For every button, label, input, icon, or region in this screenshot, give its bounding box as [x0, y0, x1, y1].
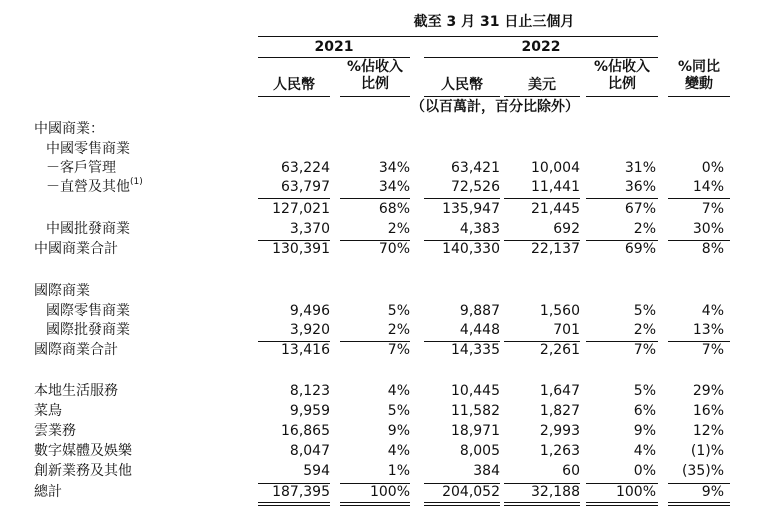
subtotal-rule — [668, 341, 730, 342]
cell-usd-2022: 1,647 — [539, 383, 580, 399]
subtotal-rule — [586, 198, 658, 199]
cell-pct-2021: 9% — [387, 423, 410, 439]
row-label: 菜鳥 — [34, 403, 62, 419]
subtotal-rule — [258, 240, 330, 241]
cell-rmb-2021: 187,395 — [272, 484, 330, 500]
cell-rmb-2022: 14,335 — [451, 342, 500, 358]
subtotal-rule — [504, 240, 580, 241]
cell-usd-2022: 21,445 — [531, 201, 580, 217]
cell-rmb-2022: 135,947 — [442, 201, 500, 217]
cell-pct-2021: 34% — [378, 179, 410, 195]
col-pct-2022-underline — [586, 96, 658, 97]
row-label: 國際零售商業 — [46, 303, 130, 319]
subtotal-rule — [586, 240, 658, 241]
cell-pct-2022: 69% — [624, 241, 656, 257]
subtotal-rule — [424, 483, 500, 484]
cell-usd-2022: 10,004 — [531, 160, 580, 176]
row-label: 國際商業 — [34, 283, 90, 299]
col-pct-2021-header-line2: 比例 — [361, 76, 389, 92]
row-label: 國際批發商業 — [46, 322, 130, 338]
col-pct-2021-underline — [340, 96, 410, 97]
cell-pct-2021: 70% — [378, 241, 410, 257]
cell-pct-2022: 0% — [633, 463, 656, 479]
col-yoy-header-line1: %同比 — [677, 59, 721, 75]
cell-usd-2022: 1,263 — [539, 443, 580, 459]
col-usd-2022-underline — [504, 96, 580, 97]
cell-rmb-2022: 384 — [473, 463, 500, 479]
cell-pct-2022: 100% — [615, 484, 656, 500]
cell-pct-2022: 2% — [633, 322, 656, 338]
subtotal-rule — [424, 198, 500, 199]
subtotal-rule — [504, 483, 580, 484]
row-label: 中國零售商業 — [46, 141, 130, 157]
cell-yoy: 4% — [701, 303, 724, 319]
cell-usd-2022: 60 — [562, 463, 580, 479]
cell-pct-2022: 4% — [633, 443, 656, 459]
cell-yoy: 8% — [701, 241, 724, 257]
cell-pct-2022: 2% — [633, 221, 656, 237]
cell-yoy: 0% — [701, 160, 724, 176]
cell-pct-2021: 34% — [378, 160, 410, 176]
cell-rmb-2022: 72,526 — [451, 179, 500, 195]
cell-pct-2021: 4% — [387, 443, 410, 459]
cell-rmb-2022: 204,052 — [442, 484, 500, 500]
cell-rmb-2022: 10,445 — [451, 383, 500, 399]
unit-note: （以百萬計，百分比除外） — [411, 99, 579, 115]
cell-yoy: (35)% — [681, 463, 724, 479]
subtotal-rule — [258, 198, 330, 199]
cell-rmb-2021: 130,391 — [272, 241, 330, 257]
cell-pct-2021: 4% — [387, 383, 410, 399]
total-underline — [586, 502, 658, 503]
year-2021-header: 2021 — [314, 39, 354, 55]
cell-rmb-2021: 9,959 — [289, 403, 330, 419]
cell-pct-2022: 9% — [633, 423, 656, 439]
cell-rmb-2021: 63,797 — [281, 179, 330, 195]
subtotal-rule — [258, 483, 330, 484]
cell-rmb-2021: 3,370 — [289, 221, 330, 237]
total-underline — [586, 505, 658, 506]
cell-pct-2021: 68% — [378, 201, 410, 217]
row-label: 數字媒體及娛樂 — [34, 443, 132, 459]
row-label: 中國商業： — [34, 121, 104, 137]
cell-yoy: 30% — [692, 221, 724, 237]
cell-yoy: 9% — [701, 484, 724, 500]
cell-rmb-2022: 140,330 — [442, 241, 500, 257]
subtotal-rule — [668, 483, 730, 484]
col-yoy-header-line2: 變動 — [685, 76, 713, 92]
cell-rmb-2021: 16,865 — [281, 423, 330, 439]
total-underline — [504, 502, 580, 503]
cell-rmb-2022: 11,582 — [451, 403, 500, 419]
total-underline — [424, 505, 500, 506]
cell-yoy: 7% — [701, 201, 724, 217]
cell-usd-2022: 2,993 — [539, 423, 580, 439]
cell-yoy: 7% — [701, 342, 724, 358]
period-underline — [258, 36, 658, 37]
cell-yoy: (1)% — [690, 443, 724, 459]
cell-pct-2022: 31% — [624, 160, 656, 176]
subtotal-rule — [340, 240, 410, 241]
year-2022-underline — [424, 57, 658, 58]
subtotal-rule — [586, 341, 658, 342]
subtotal-rule — [668, 198, 730, 199]
cell-rmb-2022: 18,971 — [451, 423, 500, 439]
cell-pct-2022: 36% — [624, 179, 656, 195]
cell-rmb-2022: 4,448 — [459, 322, 500, 338]
row-label: 中國批發商業 — [46, 221, 130, 237]
cell-yoy: 16% — [692, 403, 724, 419]
subtotal-rule — [668, 240, 730, 241]
col-rmb-2021-header: 人民幣 — [273, 77, 315, 93]
cell-pct-2022: 7% — [633, 342, 656, 358]
cell-pct-2022: 5% — [633, 303, 656, 319]
col-rmb-2022-header: 人民幣 — [441, 77, 483, 93]
period-header: 截至 3 月 31 日止三個月 — [413, 14, 575, 30]
subtotal-rule — [586, 483, 658, 484]
cell-pct-2021: 1% — [387, 463, 410, 479]
total-underline — [668, 502, 730, 503]
cell-rmb-2021: 8,123 — [289, 383, 330, 399]
cell-pct-2022: 6% — [633, 403, 656, 419]
cell-pct-2022: 5% — [633, 383, 656, 399]
cell-usd-2022: 1,827 — [539, 403, 580, 419]
total-underline — [668, 505, 730, 506]
footnote-marker: (1) — [130, 177, 143, 187]
cell-pct-2021: 5% — [387, 303, 410, 319]
cell-yoy: 14% — [692, 179, 724, 195]
col-pct-2021-header-line1: %佔收入 — [346, 59, 404, 75]
year-2022-header: 2022 — [521, 39, 561, 55]
subtotal-rule — [340, 198, 410, 199]
cell-usd-2022: 22,137 — [531, 241, 580, 257]
cell-pct-2021: 2% — [387, 221, 410, 237]
cell-rmb-2022: 8,005 — [459, 443, 500, 459]
total-underline — [504, 505, 580, 506]
cell-pct-2021: 7% — [387, 342, 410, 358]
col-rmb-2022-underline — [424, 96, 500, 97]
row-label: 本地生活服務 — [34, 383, 118, 399]
cell-pct-2021: 100% — [369, 484, 410, 500]
col-pct-2022-header-line1: %佔收入 — [593, 59, 651, 75]
cell-rmb-2021: 63,224 — [281, 160, 330, 176]
subtotal-rule — [340, 341, 410, 342]
cell-yoy: 13% — [692, 322, 724, 338]
row-label: －客戶管理 — [46, 160, 116, 176]
subtotal-rule — [424, 341, 500, 342]
col-rmb-2021-underline — [258, 96, 330, 97]
subtotal-rule — [340, 483, 410, 484]
cell-rmb-2021: 13,416 — [281, 342, 330, 358]
cell-rmb-2021: 9,496 — [289, 303, 330, 319]
row-label: 國際商業合計 — [34, 342, 118, 358]
row-label: 創新業務及其他 — [34, 463, 132, 479]
row-label: －直營及其他 — [46, 179, 130, 195]
subtotal-rule — [504, 198, 580, 199]
cell-usd-2022: 32,188 — [531, 484, 580, 500]
cell-usd-2022: 11,441 — [531, 179, 580, 195]
cell-pct-2022: 67% — [624, 201, 656, 217]
total-underline — [340, 505, 410, 506]
cell-yoy: 12% — [692, 423, 724, 439]
row-label: 雲業務 — [34, 423, 76, 439]
col-usd-2022-header: 美元 — [528, 77, 556, 93]
row-label: 總計 — [34, 484, 62, 500]
cell-rmb-2021: 127,021 — [272, 201, 330, 217]
row-label: 中國商業合計 — [34, 241, 118, 257]
cell-yoy: 29% — [692, 383, 724, 399]
cell-rmb-2021: 8,047 — [289, 443, 330, 459]
year-2021-underline — [258, 57, 410, 58]
total-underline — [258, 505, 330, 506]
total-underline — [424, 502, 500, 503]
subtotal-rule — [424, 240, 500, 241]
cell-rmb-2021: 3,920 — [289, 322, 330, 338]
cell-rmb-2021: 594 — [303, 463, 330, 479]
cell-pct-2021: 2% — [387, 322, 410, 338]
cell-usd-2022: 1,560 — [539, 303, 580, 319]
cell-rmb-2022: 63,421 — [451, 160, 500, 176]
subtotal-rule — [258, 341, 330, 342]
col-yoy-underline — [668, 96, 730, 97]
total-underline — [258, 502, 330, 503]
cell-pct-2021: 5% — [387, 403, 410, 419]
cell-usd-2022: 701 — [553, 322, 580, 338]
cell-usd-2022: 2,261 — [539, 342, 580, 358]
total-underline — [340, 502, 410, 503]
col-pct-2022-header-line2: 比例 — [608, 76, 636, 92]
cell-usd-2022: 692 — [553, 221, 580, 237]
cell-rmb-2022: 9,887 — [459, 303, 500, 319]
subtotal-rule — [504, 341, 580, 342]
cell-rmb-2022: 4,383 — [459, 221, 500, 237]
